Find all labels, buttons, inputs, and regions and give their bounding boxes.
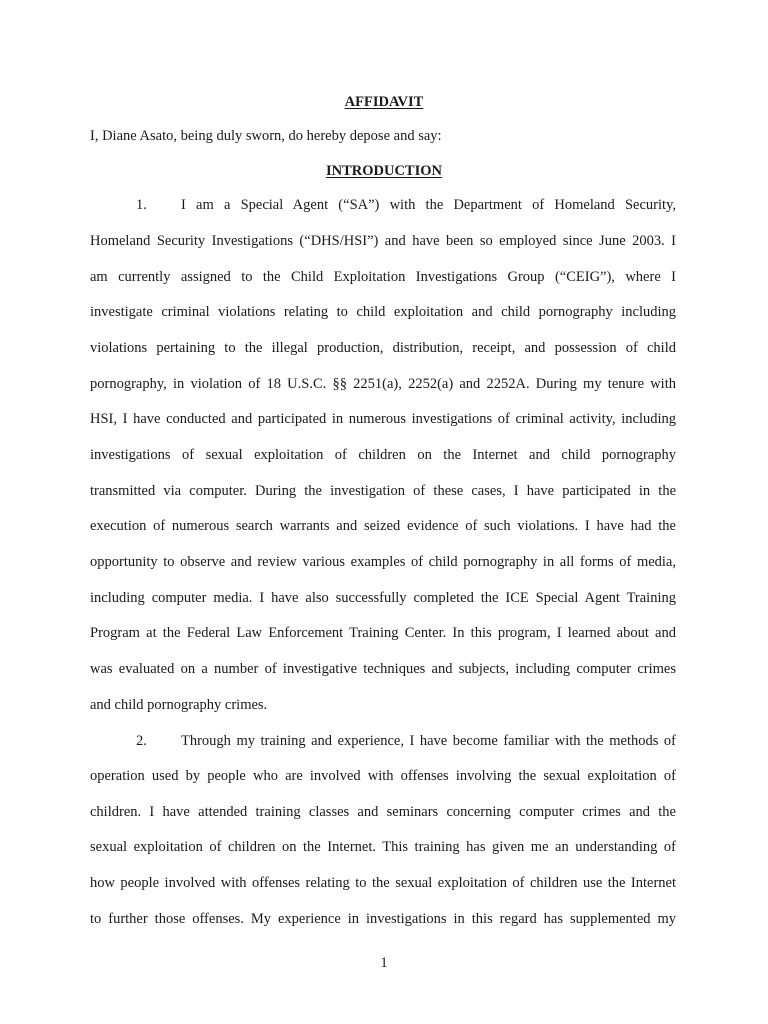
page-number: 1 (380, 955, 388, 971)
paragraph-2-number: 2. (136, 733, 147, 749)
paragraph-1-line: execution of numerous search warrants and seized evidence of such violations. I have had the (90, 518, 676, 534)
paragraph-1-line: and child pornography crimes. (90, 697, 268, 713)
section-heading: INTRODUCTION (325, 163, 442, 179)
paragraph-1-line: opportunity to observe and review various examples of child pornography in all forms of media, (90, 554, 676, 570)
paragraph-1-line: pornography, in violation of 18 U.S.C. §§ 2251(a), 2252(a) and 2252A. During my tenure with (90, 376, 676, 392)
paragraph-1-line: investigate criminal violations relating to child exploitation and child pornography including (90, 304, 676, 320)
paragraph-2-line: children. I have attended training classes and seminars concerning computer crimes and the (90, 804, 676, 820)
paragraph-1-line: transmitted via computer. During the investigation of these cases, I have participated in the (90, 483, 676, 499)
paragraph-2-line: to further those offenses. My experience in investigations in this regard has supplemented my (90, 911, 676, 927)
paragraph-1-first-line: I am a Special Agent (“SA”) with the Department of Homeland Security, (181, 197, 676, 213)
paragraph-1-line: Homeland Security Investigations (“DHS/HSI”) and have been so employed since June 2003. I (90, 233, 676, 249)
paragraph-2-line: how people involved with offenses relating to the sexual exploitation of children use the Internet (90, 875, 676, 891)
intro-statement: I, Diane Asato, being duly sworn, do hereby depose and say: (90, 128, 442, 144)
paragraph-1-line: violations pertaining to the illegal production, distribution, receipt, and possession of child (90, 340, 676, 356)
paragraph-1-line: am currently assigned to the Child Exploitation Investigations Group (“CEIG”), where I (90, 269, 676, 285)
paragraph-1-line: investigations of sexual exploitation of children on the Internet and child pornography (90, 447, 676, 463)
paragraph-2-line: sexual exploitation of children on the Internet. This training has given me an understanding of (90, 839, 676, 855)
paragraph-1-number: 1. (136, 197, 147, 213)
paragraph-2-first-line: Through my training and experience, I have become familiar with the methods of (181, 733, 676, 749)
document-title: AFFIDAVIT (344, 94, 424, 110)
paragraph-1-line: was evaluated on a number of investigative techniques and subjects, including computer crimes (90, 661, 676, 677)
paragraph-1-line: Program at the Federal Law Enforcement Training Center. In this program, I learned about and (90, 625, 676, 641)
paragraph-1-line: HSI, I have conducted and participated in numerous investigations of criminal activity, including (90, 411, 676, 427)
paragraph-2-line: operation used by people who are involved with offenses involving the sexual exploitation of (90, 768, 676, 784)
paragraph-1-line: including computer media. I have also successfully completed the ICE Special Agent Training (90, 590, 676, 606)
